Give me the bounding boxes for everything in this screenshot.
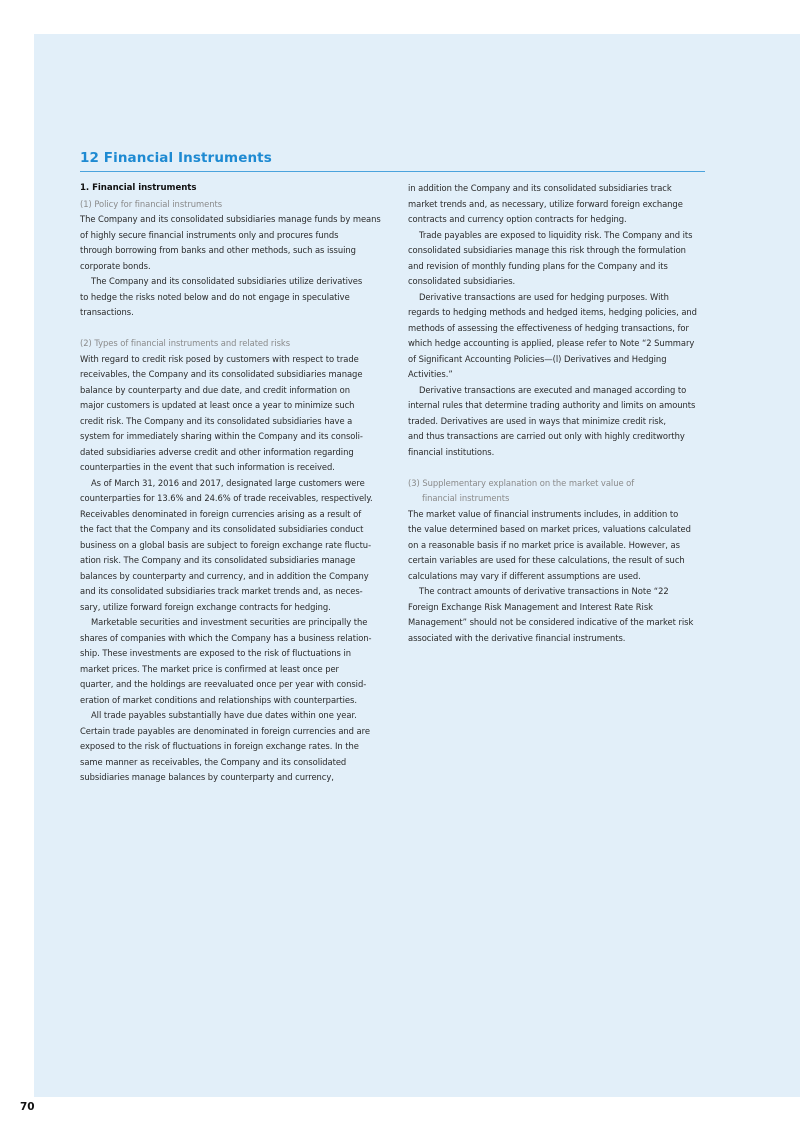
paragraph-first-line: All trade payables substantially have due dates within one year.: [91, 710, 357, 720]
text-line: dated subsidiaries adverse credit and other information regarding: [80, 446, 354, 457]
paragraph-first-line: Marketable securities and investment securities are principally the: [91, 617, 368, 627]
section-title: 12 Financial Instruments: [80, 150, 272, 166]
paragraph-first-line: Derivative transactions are executed and managed according to: [419, 384, 687, 395]
text-line: The market value of financial instruments includes, in addition to: [408, 508, 679, 519]
text-line: and its consolidated subsidiaries track market trends and, as neces-: [80, 586, 363, 596]
text-line: sary, utilize forward foreign exchange contracts for hedging.: [80, 601, 331, 612]
text-line: corporate bonds.: [80, 260, 151, 271]
text-line: balances by counterparty and currency, and in addition the Company: [80, 570, 369, 581]
text-line: same manner as receivables, the Company and its consolidated: [80, 756, 347, 767]
text-line: financial institutions.: [408, 446, 495, 457]
text-line: of Significant Accounting Policies—(l) Derivatives and Hedging: [408, 353, 667, 364]
text-line: Certain trade payables are denominated in foreign currencies and are: [80, 725, 370, 736]
text-line: ation risk. The Company and its consolidated subsidiaries manage: [80, 555, 356, 565]
text-line: calculations may vary if different assumptions are used.: [408, 570, 641, 581]
blank-line: [80, 321, 410, 337]
text-line: major customers is updated at least once a year to minimize such: [80, 400, 355, 410]
text-line: in addition the Company and its consolidated subsidiaries track: [408, 183, 672, 193]
text-line: which hedge accounting is applied, please refer to Note “2 Summary: [408, 338, 695, 348]
text-line: subsidiaries manage balances by counterparty and currency,: [80, 772, 334, 782]
text-line: and thus transactions are carried out only with highly creditworthy: [408, 431, 685, 441]
text-line: regards to hedging methods and hedged items, hedging policies, and: [408, 307, 697, 317]
text-line: consolidated subsidiaries manage this risk through the formulation: [408, 245, 686, 255]
text-line: business on a global basis are subject to foreign exchange rate fluctu-: [80, 539, 372, 550]
text-line: internal rules that determine trading authority and limits on amounts: [408, 400, 696, 410]
text-line: of highly secure financial instruments only and procures funds: [80, 229, 339, 240]
text-line: The Company and its consolidated subsidiaries manage funds by means: [80, 214, 381, 224]
text-line: contracts and currency option contracts for hedging.: [408, 214, 627, 224]
text-line: the value determined based on market prices, valuations calculated: [408, 524, 691, 534]
text-line: and revision of monthly funding plans for the Company and its: [408, 260, 668, 271]
subsection-heading: (2) Types of financial instruments and related risks: [80, 338, 291, 348]
text-line: Management” should not be considered indicative of the market risk: [408, 617, 694, 627]
subsection-heading: (1) Policy for financial instruments: [80, 198, 223, 209]
text-line: eration of market conditions and relationships with counterparties.: [80, 694, 357, 705]
paragraph-first-line: The Company and its consolidated subsidiaries utilize derivatives: [91, 276, 363, 286]
text-line: through borrowing from banks and other methods, such as issuing: [80, 245, 356, 255]
text-line: Receivables denominated in foreign currencies arising as a result of: [80, 508, 362, 519]
text-line: associated with the derivative financial instruments.: [408, 632, 626, 643]
section-heading: 1. Financial instruments: [80, 183, 197, 193]
text-line: on a reasonable basis if no market price is available. However, as: [408, 539, 680, 550]
text-line: certain variables are used for these calculations, the result of such: [408, 555, 685, 565]
text-line: Foreign Exchange Risk Management and Interest Rate Risk: [408, 601, 653, 612]
text-line: to hedge the risks noted below and do not engage in speculative: [80, 291, 350, 302]
text-line: traded. Derivatives are used in ways that minimize credit risk,: [408, 415, 667, 426]
text-line: credit risk. The Company and its consolidated subsidiaries have a: [80, 415, 353, 426]
text-line: counterparties for 13.6% and 24.6% of trade receivables, respectively.: [80, 493, 373, 503]
text-line: shares of companies with which the Company has a business relation-: [80, 632, 372, 643]
paragraph-first-line: The contract amounts of derivative transactions in Note “22: [419, 586, 669, 596]
paragraph-first-line: Trade payables are exposed to liquidity risk. The Company and its: [419, 229, 693, 240]
text-line: quarter, and the holdings are reevaluated once per year with consid-: [80, 679, 367, 689]
paragraph-first-line: Derivative transactions are used for hedging purposes. With: [419, 291, 669, 302]
paragraph-first-line: As of March 31, 2016 and 2017, designated large customers were: [91, 477, 365, 488]
text-line: ship. These investments are exposed to the risk of fluctuations in: [80, 648, 351, 658]
title-rule: [80, 171, 705, 172]
text-line: methods of assessing the effectiveness of hedging transactions, for: [408, 322, 689, 333]
text-line: receivables, the Company and its consolidated subsidiaries manage: [80, 369, 363, 379]
text-line: market trends and, as necessary, utilize forward foreign exchange: [408, 198, 683, 209]
right-column: [408, 181, 738, 646]
text-line: market prices. The market price is confirmed at least once per: [80, 663, 339, 674]
page-number: 70: [20, 1101, 35, 1113]
blank-line: [408, 460, 738, 476]
subsection-heading-cont: financial instruments: [422, 493, 510, 503]
text-line: exposed to the risk of fluctuations in foreign exchange rates. In the: [80, 741, 359, 751]
left-column: [80, 181, 410, 786]
subsection-heading: (3) Supplementary explanation on the market value of: [408, 477, 635, 488]
text-line: system for immediately sharing within the Company and its consoli-: [80, 431, 363, 441]
text-line: balance by counterparty and due date, and credit information on: [80, 384, 350, 395]
text-line: the fact that the Company and its consolidated subsidiaries conduct: [80, 524, 364, 534]
text-line: counterparties in the event that such information is received.: [80, 462, 335, 472]
text-line: Activities.”: [408, 369, 453, 379]
text-line: consolidated subsidiaries.: [408, 276, 516, 286]
text-line: With regard to credit risk posed by customers with respect to trade: [80, 353, 359, 364]
text-line: transactions.: [80, 307, 134, 317]
